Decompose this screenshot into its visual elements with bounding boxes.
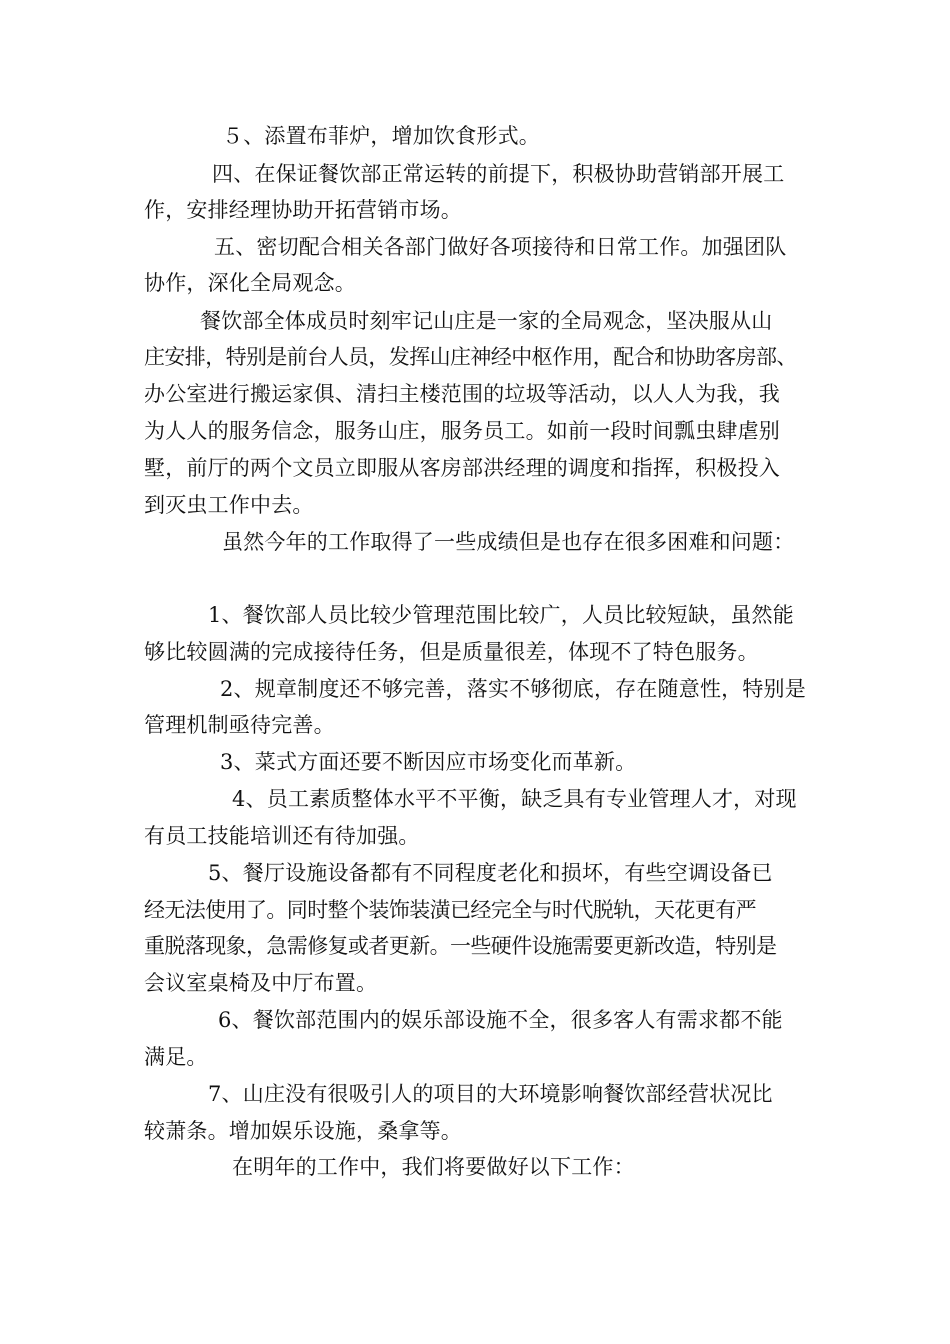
text-line: 3、菜式方面还要不断因应市场变化而革新。 bbox=[220, 750, 637, 774]
text-line: 墅，前厅的两个文员立即服从客房部洪经理的调度和指挥，积极投入 bbox=[144, 456, 780, 480]
text-line: ５、添置布菲炉，增加饮食形式。 bbox=[222, 124, 540, 148]
text-line: 较萧条。增加娱乐设施，桑拿等。 bbox=[144, 1119, 462, 1143]
text-line: 到灭虫工作中去。 bbox=[144, 493, 314, 517]
text-line: 5、餐厅设施设备都有不同程度老化和损坏，有些空调设备已 bbox=[208, 861, 773, 885]
text-line: 经无法使用了。同时整个装饰装潢已经完全与时代脱轨，天花更有严 bbox=[144, 898, 756, 922]
text-line: 虽然今年的工作取得了一些成绩但是也存在很多困难和问题： bbox=[222, 530, 795, 554]
text-line: 管理机制亟待完善。 bbox=[144, 713, 335, 737]
text-line: 协作，深化全局观念。 bbox=[144, 271, 356, 295]
text-line: 在明年的工作中，我们将要做好以下工作： bbox=[232, 1155, 635, 1179]
text-line: 1、餐饮部人员比较少管理范围比较广，人员比较短缺，虽然能 bbox=[208, 603, 794, 627]
text-line: 办公室进行搬运家俱、清扫主楼范围的垃圾等活动，以人人为我，我 bbox=[144, 382, 780, 406]
text-line: 够比较圆满的完成接待任务，但是质量很差，体现不了特色服务。 bbox=[144, 640, 759, 664]
text-line: 重脱落现象，急需修复或者更新。一些硬件设施需要更新改造，特别是 bbox=[144, 934, 777, 958]
text-line: 会议室桌椅及中厅布置。 bbox=[144, 971, 378, 995]
text-line: 满足。 bbox=[144, 1045, 208, 1069]
text-line: 有员工技能培训还有待加强。 bbox=[144, 824, 420, 848]
text-line: 2、规章制度还不够完善，落实不够彻底，存在随意性，特别是 bbox=[220, 677, 806, 701]
text-line: 餐饮部全体成员时刻牢记山庄是一家的全局观念，坚决服从山 bbox=[200, 309, 773, 333]
text-line: 庄安排，特别是前台人员，发挥山庄神经中枢作用，配合和协助客房部、 bbox=[144, 345, 797, 369]
text-line: 四、在保证餐饮部正常运转的前提下，积极协助营销部开展工 bbox=[212, 162, 785, 186]
text-line: 作，安排经理协助开拓营销市场。 bbox=[144, 198, 462, 222]
text-line: 五、密切配合相关各部门做好各项接待和日常工作。加强团队 bbox=[214, 235, 787, 259]
text-line: 6、餐饮部范围内的娱乐部设施不全，很多客人有需求都不能 bbox=[218, 1008, 783, 1032]
text-line: 为人人的服务信念，服务山庄，服务员工。如前一段时间瓢虫肆虐别 bbox=[144, 419, 780, 443]
text-line: 4、员工素质整体水平不平衡，缺乏具有专业管理人才，对现 bbox=[232, 787, 797, 811]
text-line: 7、山庄没有很吸引人的项目的大环境影响餐饮部经营状况比 bbox=[208, 1082, 773, 1106]
